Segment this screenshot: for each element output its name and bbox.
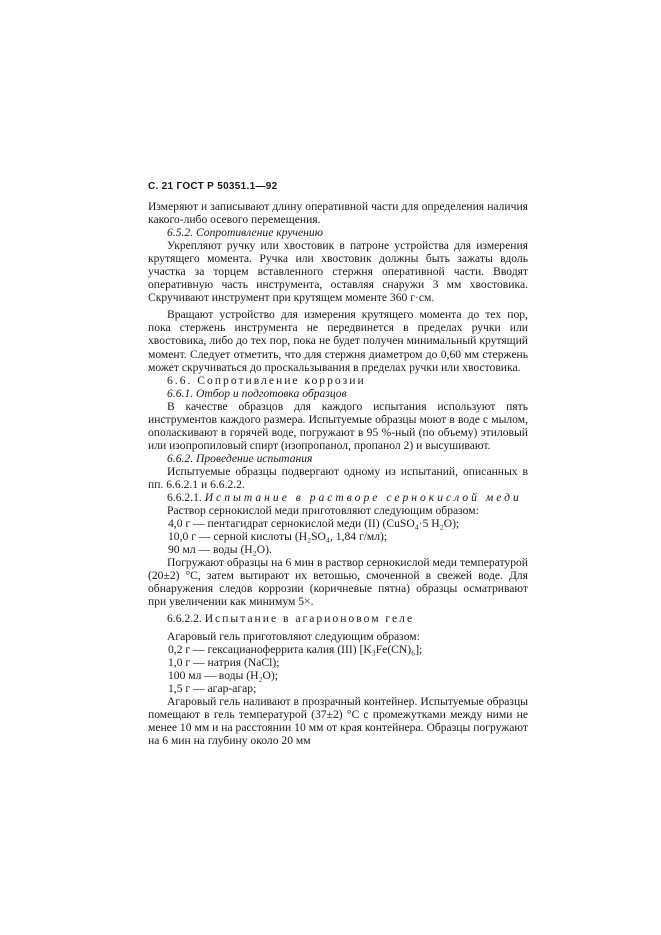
heading-6-5-2-text: 6.5.2. Сопротивление кручению [167,226,323,240]
paragraph-6-6-2-2-intro: Агаровый гель приготовляют следующим образом: [167,629,420,643]
heading-6-6-2-2-title: Испытание в агарионовом геле [204,612,415,626]
paragraph-6-6-2: Испытуемые образцы подвергают одному из испытаний, описанных в пп. 6.6.2.1 и 6.6.2.2. [148,464,528,491]
paragraph-6-5-2-b: Вращают устройство для измерения крутящего момента до тех пор, пока стержень инструмента не передвинется в пределах ручки или хвостовика, либо до тех пор, пока не будет получен минимальный крутящий момент. Следует отметить, что для стержня диаметром до 0,60 мм стержень может скручиваться до проскальзывания в пределах ручки или хвостовика. [148,308,528,374]
heading-6-5-2 [148,226,528,239]
heading-6-6-2 [148,452,528,465]
heading-6-6-1-text: 6.6.1. Отбор и подготовка образцов [167,386,347,400]
heading-6-6-2-2-number: 6.6.2.2. [167,612,202,626]
list-item: 1,0 г — натрия (NaCl); [168,655,280,669]
paragraph-6-6-1: В качестве образцов для каждого испытания используют пять инструментов каждого размера. Испытуемые образцы моют в воде с мылом, ополаскивают в горячей воде, погружают в 95 %-ный (по объему) этиловый или изопропиловый спирт (изопропанол, пропанол 2) и высушивают. [148,399,528,452]
heading-6-6-2-1 [148,491,528,504]
list-item: 1,5 г — агар-агар; [168,681,257,695]
heading-6-6-2-2 [148,612,528,625]
heading-6-6-text: 6.6. Сопротивление коррозии [167,373,366,387]
list-item: 100 мл — воды (H₂O); [168,668,278,682]
heading-6-6-1 [148,387,528,400]
heading-6-6-2-1-title: Испытание в растворе сернокислой меди [204,491,522,505]
list-item: 4,0 г — пентагидрат сернокислой меди (II) (CuSO₄·5 H₂O); [168,517,460,531]
paragraph-6-6-2-1-intro: Раствор сернокислой меди приготовляют следующим образом: [167,504,479,518]
paragraph-intro: Измеряют и записывают длину оперативной части для определения наличия какого-либо осевого перемещения. [148,200,528,227]
list-item: 10,0 г — серной кислоты (H₂SO₄, 1,84 г/мл); [168,530,388,544]
list-item: 90 мл — воды (H₂O). [168,543,272,557]
paragraph-6-5-2-a: Укрепляют ручку или хвостовик в патроне устройства для измерения крутящего момента. Ручка или хвостовик должны быть зажаты вдоль участка за торцем вставленного стержня оперативной части. Вводят оперативную часть инструмента, оставляя снаружи 3 мм хвостовика. Скручивают инструмент при крутящем моменте 360 г·см. [148,239,528,305]
paragraph-6-6-2-1-body: Погружают образцы на 6 мин в раствор сернокислой меди температурой (20±2) °С, затем вытирают их ветошью, смоченной в свежей воде. Для обнаружения следов коррозии (коричневые пятна) образцы осматривают при увеличении как минимум 5×. [148,556,528,609]
list-item: 0,2 г — гексацианоферрита калия (III) [K₃Fe(CN)₆]; [168,642,423,656]
heading-6-6 [148,374,528,387]
running-head: С. 21 ГОСТ Р 50351.1—92 [148,181,278,192]
heading-6-6-2-text: 6.6.2. Проведение испытания [167,451,313,465]
heading-6-6-2-1-number: 6.6.2.1. [167,491,202,505]
paragraph-6-6-2-2-body: Агаровый гель наливают в прозрачный контейнер. Испытуемые образцы помещают в гель температурой (37±2) °С с промежутками между ними не менее 10 мм и на расстоянии 10 мм от края контейнера. Образцы погружают на 6 мин на глубину около 20 мм [148,694,528,747]
body-text [148,200,528,747]
